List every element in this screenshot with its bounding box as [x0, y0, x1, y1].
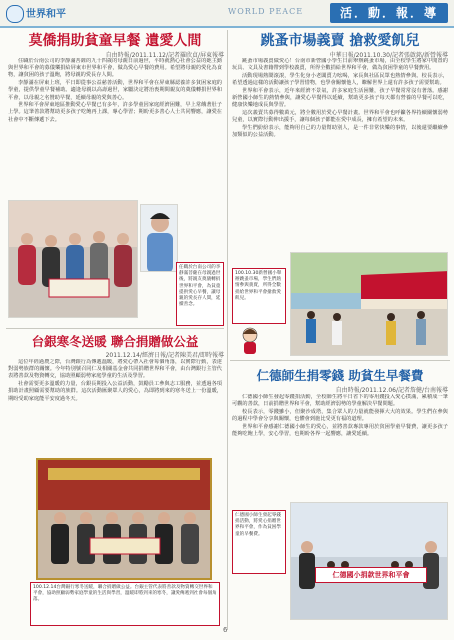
school-illustration [291, 503, 448, 620]
ceremony-illustration [38, 460, 210, 578]
organization-logo [6, 4, 66, 22]
article-byline: 自由時報/2011.12.06/記者詹健/台南報導 [335, 387, 448, 394]
photo-caption: 任職於台南公司的李靜滿菩薩在母親過世後，將親友奠儀轉捐世界和平會，為貧童提供愛心早餐，讓母親的愛長存人間，延續善念。 [176, 262, 224, 326]
paragraph: 世界和平會表示，近年來經濟不景氣，許多家庭生活困難，孩子早餐常常沒有著落。感謝新營國小師生的熱情參與，讓愛心早餐得以延續，幫助更多孩子每天都有營養的早餐可以吃，健康快樂地成長與學習。 [232, 87, 448, 109]
logo-text: 世界和平 [26, 9, 66, 20]
paragraph: 活動現場熱鬧滾滾，學生化身小老闆賣力吆喝，家長與社區民眾也熱情參與。校長表示，希望透過這樣的活動讓孩子學習惜物，也學會關懷他人，瞭解世界上還有許多孩子需要幫助。 [232, 72, 448, 87]
photo-caption: 仁德國小師生發起零錢捐活動，將愛心捐贈世界和平會，作為貧困學童的早餐費。 [232, 510, 286, 574]
column-divider [227, 30, 228, 630]
globe-icon [6, 5, 24, 23]
paragraph: 這位年經過農之際，台灣銀行為傳遞溫暖，將愛心帶入社會每個角落，以實際行動，表達對弱勢族群的關懷。今年特別號召同仁及相關基金會共同捐贈世界和平會，由台灣銀行主管代表將善款及物資轉交，協助照顧弱勢家庭學童的生活及學習。 [8, 359, 222, 380]
article-title: 跳蚤市場義賣 搶救愛飢兒 [260, 33, 420, 49]
bank-donation-photo [36, 458, 212, 580]
photo-caption: 100.12.14台灣銀行寒冬送暖，聯合捐贈做公益。台銀主管代表將善款及物資轉交世界和平會，協助照顧弱勢家庭學童的生活與學習，溫暖即將到來的寒冬，讓愛傳遞到社會每個角落。 [30, 582, 220, 626]
market-illustration [291, 253, 448, 356]
photo-caption: 100.10.30新營國小舉辦跳蚤市場，學生們熱情參與義賣，所得全數捐給世界和平會搶救愛飢兒。 [232, 268, 286, 324]
paragraph: 校長表示，零錢雖小，但聚沙成塔，集合眾人的力量就能發揮大大的效果。學生們在參與的過程中學會分享與關懷，也體會到施比受更有福的道理。 [232, 408, 448, 423]
cartoon-child-icon [238, 326, 262, 356]
paragraph: 跳蚤市場義賣做愛心！台南市新營國小學生日前舉辦跳蚤市場，由全校學生將家中閒置的玩具、文具及書籍帶到學校義賣，所得全數捐給世界和平會，做為貧困學童的早餐費用。 [232, 58, 448, 72]
article-body [232, 394, 448, 498]
article-byline: 自由時報/2011.11.12/記者羅欣貞/屏東報導 [105, 52, 224, 59]
donation-banner: 仁德國小捐款世界和平會 [315, 567, 427, 583]
article-byline: 2011.12.14/經濟日報/記者陳美君/即時報導 [105, 352, 224, 359]
world-peace-label: WORLD PEACE [228, 7, 304, 16]
donor-portrait-photo [140, 204, 178, 272]
section-banner: 活．動．報．導 [330, 3, 448, 23]
paragraph: 住職於台南公司的李靜滿菩薩的九十四歲的母親日前過世，平時就熱心社會公益的她主動與世界和平會的募儀樂捐給屏東市世界和平會，做為愛心早餐的費用。希望將母親的愛化為食物，讓貧困的孩子溫飽，將母親的愛長存人間。 [8, 58, 222, 79]
section-divider [230, 360, 450, 361]
article-body [8, 359, 222, 457]
flea-market-photo [290, 252, 448, 356]
article-body [232, 58, 448, 268]
paragraph: 仁德國小師生發起零錢捐活動，全校師生將平日省下的零用錢投入愛心撲滿，累積成一筆可觀的善款，日前捐贈世界和平會，幫助經濟弱勢的學童解決早餐問題。 [232, 394, 448, 408]
article-title: 台銀寒冬送暖 聯合捐贈做公益 [31, 334, 199, 349]
page-number: 6 [223, 626, 228, 634]
portrait-illustration [141, 205, 178, 272]
paragraph: 李靜滿在屏東上班，平日即從事公益慈善活動，世界和平會在屏東縣認養許多貧困家庭的學童，提供學童早餐補助。適逢母親以高壽過世，家屬決定將治喪期間親友的奠儀轉捐世界和平會，以母親之名贊助早餐，延續母親的愛與善心。 [8, 80, 222, 101]
page-header [0, 0, 454, 28]
article-byline: 中華日報/2011.10.30/記者張啟銘/新營報導 [329, 52, 448, 59]
paragraph: 學生們紛紛表示，能夠用自己的力量幫助別人，是一件非常快樂的事情，以後還要繼續參加類似的公益活動。 [232, 124, 448, 139]
paragraph: 社會需要更多溫暖的力量，台銀長期投入公益活動，鼓勵員工參與志工服務，並透過各項捐助計畫照顧需要幫助的族群。這次活動匯聚眾人的愛心，為即將到來的寒冬送上一份溫暖，期盼受助家庭能平安度過冬天。 [8, 381, 222, 402]
school-donation-photo [290, 502, 448, 620]
section-divider [6, 328, 224, 329]
child-illustration [238, 326, 262, 356]
donation-group-photo [8, 200, 138, 318]
paragraph: 世界和平會感謝仁德國小師生的愛心，並將善款專款專用於貧困學童早餐費，讓更多孩子能夠吃飽上學，安心學習，也期盼各界一起響應，讓愛延續。 [232, 423, 448, 438]
photo-illustration [9, 201, 138, 318]
paragraph: 世界和平會屏東地區推動愛心早餐已有多年，許多學童因家庭經濟困難，早上常餓著肚子上學。這筆善款將幫助更多孩子吃飽再上課，專心學習；期盼更多善心人士共同響應，讓愛在社會中不斷傳遞下去。 [8, 102, 222, 123]
article-title: 仁德師生捐零錢 助貧生早餐費 [256, 368, 424, 383]
paragraph: 這次義賣共募得數萬元，將全數用於愛心早餐計畫。世界和平會也呼籲各界持續關懷弱勢兒童，以實際行動伸出援手，讓每個孩子都能在愛中成長，擁有希望的未來。 [232, 109, 448, 124]
article-title: 莫僑捐助貧童早餐 遺愛人間 [28, 33, 202, 49]
